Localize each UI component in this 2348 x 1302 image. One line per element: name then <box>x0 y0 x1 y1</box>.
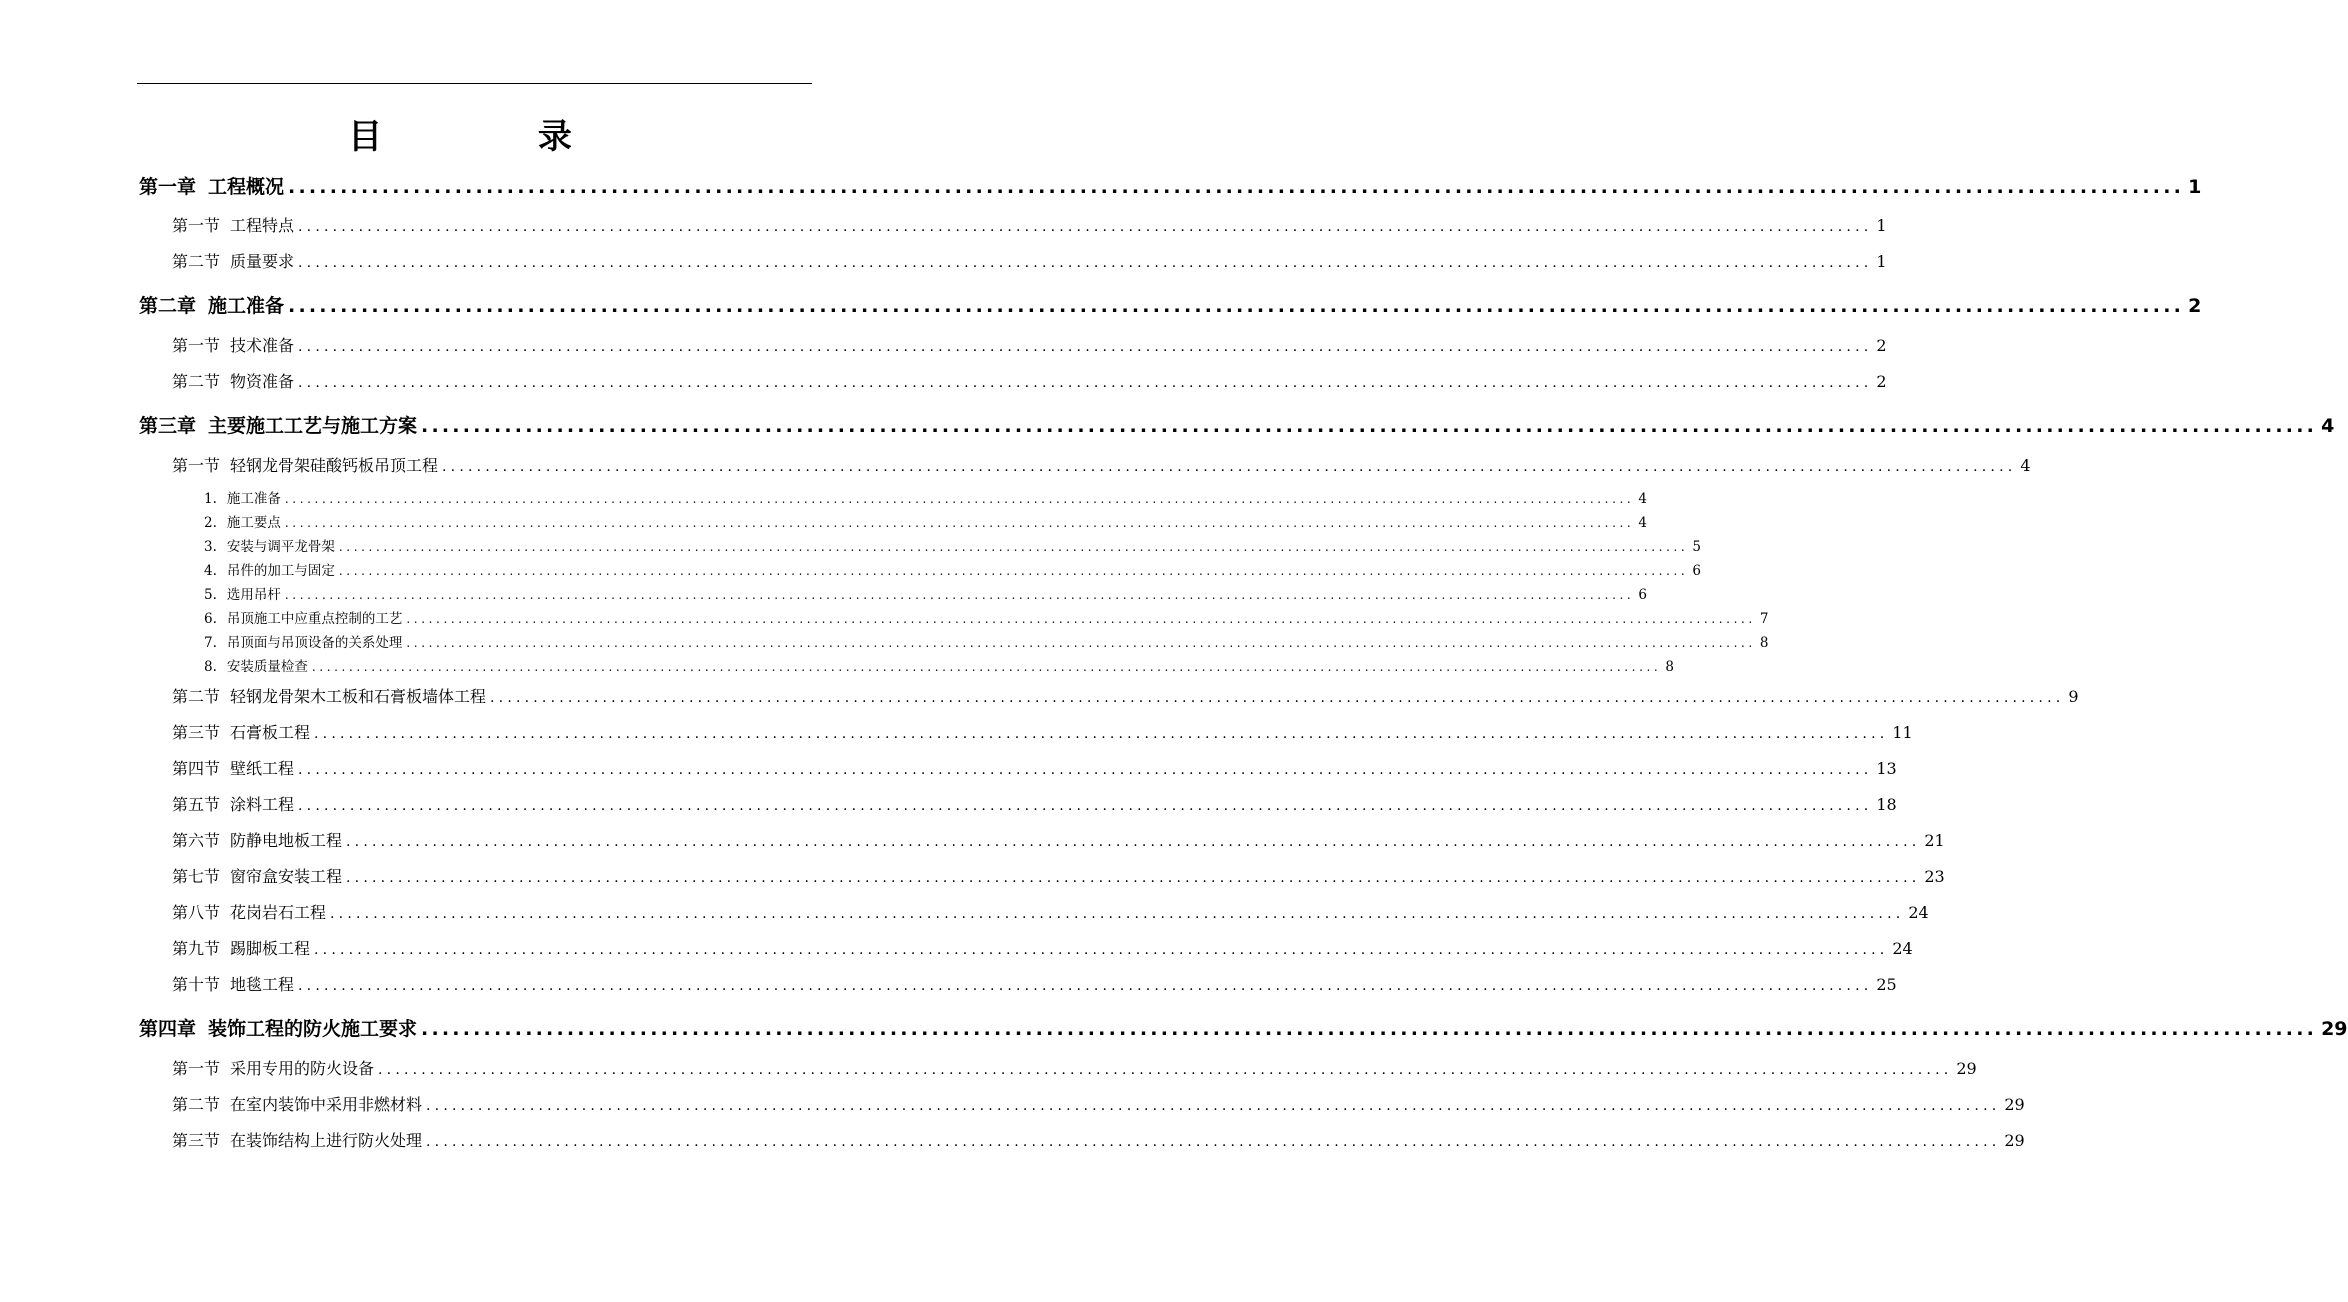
toc-page-number: 21 <box>1924 831 1945 850</box>
toc-page-number: 6 <box>1638 587 1647 603</box>
toc-entry-label <box>172 249 294 272</box>
toc-entry-text: 装饰工程的防火施工要求 <box>208 1018 418 1040</box>
toc-page-number: 24 <box>1892 939 1913 958</box>
toc-entry-text: 花岗岩石工程 <box>230 903 327 922</box>
toc-entry-number: 第一节 <box>172 216 221 235</box>
toc-entry-number: 第七节 <box>172 867 221 886</box>
toc-page-number: 2 <box>2188 295 2202 317</box>
toc-entry[interactable] <box>172 333 1887 356</box>
toc-entry[interactable] <box>204 631 1769 651</box>
toc-page-number: 4 <box>2020 456 2031 475</box>
toc-leader-dots: ...................................................................................................................................................................................... <box>314 726 1889 742</box>
toc-entry-text: 防静电地板工程 <box>230 831 343 850</box>
toc-leader-dots: ...................................................................................................................................................................................... <box>338 564 1689 578</box>
toc-entry-label <box>204 559 335 579</box>
toc-entry-label <box>172 756 294 779</box>
toc-entry[interactable] <box>204 583 1647 603</box>
toc-entry-label <box>172 828 342 851</box>
toc-entry-number: 7. <box>204 635 217 651</box>
toc-page-number: 1 <box>1876 252 1887 271</box>
toc-entry[interactable] <box>204 655 1674 675</box>
toc-entry-number: 第九节 <box>172 939 221 958</box>
toc-leader-dots: ...................................................................................................................................................................................... <box>406 612 1756 626</box>
toc-entry-text: 采用专用的防火设备 <box>230 1059 375 1078</box>
toc-entry-label <box>172 792 294 815</box>
toc-entry[interactable] <box>139 411 2335 438</box>
toc-entry-number: 第二节 <box>172 372 221 391</box>
toc-leader-dots: ...................................................................................................................................................................................... <box>490 690 2065 706</box>
toc-entry[interactable] <box>204 535 1701 555</box>
toc-page-number: 9 <box>2068 687 2079 706</box>
toc-entry-text: 地毯工程 <box>230 975 295 994</box>
toc-entry-number: 第一章 <box>139 176 197 198</box>
toc-entry-label <box>204 631 402 651</box>
toc-leader-dots: ...................................................................................................................................................................................... <box>284 516 1635 530</box>
toc-entry-text: 窗帘盒安装工程 <box>230 867 343 886</box>
toc-entry-label <box>204 607 402 627</box>
toc-entry-label <box>172 936 310 959</box>
toc-entry-label <box>172 684 486 707</box>
toc-entry[interactable] <box>172 864 1945 887</box>
toc-leader-dots: ...................................................................................................................................................................................... <box>298 375 1873 391</box>
toc-entry-text: 壁纸工程 <box>230 759 295 778</box>
toc-entry-label <box>204 535 335 555</box>
toc-entry-label <box>172 972 294 995</box>
toc-leader-dots: ...................................................................................................................................................................................... <box>442 459 2017 475</box>
toc-entry-number: 4. <box>204 563 217 579</box>
toc-leader-dots: ...................................................................................................................................................................................... <box>311 660 1662 674</box>
header-rule <box>137 83 812 84</box>
toc-leader-dots: ...................................................................................................................................................................................... <box>298 255 1873 271</box>
toc-entry-number: 第八节 <box>172 903 221 922</box>
toc-entry-text: 踢脚板工程 <box>230 939 311 958</box>
toc-page-number: 4 <box>1638 515 1647 531</box>
toc-leader-dots: ...................................................................................................................................................................................... <box>298 219 1873 235</box>
toc-page-number: 8 <box>1665 659 1674 675</box>
toc-entry-number: 第六节 <box>172 831 221 850</box>
toc-page-number: 29 <box>1956 1059 1977 1078</box>
toc-entry[interactable] <box>204 487 1647 507</box>
toc-entry-label <box>204 583 281 603</box>
toc-leader-dots: ...................................................................................................................................................................................... <box>314 942 1889 958</box>
toc-page-number: 24 <box>1908 903 1929 922</box>
toc-entry-number: 第一节 <box>172 1059 221 1078</box>
toc-entry[interactable] <box>172 720 1913 743</box>
toc-entry-text: 在室内装饰中采用非燃材料 <box>230 1095 423 1114</box>
toc-entry-label <box>172 1092 422 1115</box>
toc-leader-dots: ...................................................................................................................................................................................... <box>288 176 2185 198</box>
toc-entry-text: 安装与调平龙骨架 <box>226 539 335 555</box>
toc-leader-dots: ...................................................................................................................................................................................... <box>421 1018 2318 1040</box>
toc-entry-text: 工程概况 <box>208 176 285 198</box>
toc-entry-text: 技术准备 <box>230 336 295 355</box>
toc-leader-dots: ...................................................................................................................................................................................... <box>298 798 1873 814</box>
toc-leader-dots: ...................................................................................................................................................................................... <box>284 588 1635 602</box>
toc-page-number: 1 <box>2188 176 2202 198</box>
toc-page-number: 8 <box>1759 635 1769 651</box>
toc-entry-number: 第四章 <box>139 1018 197 1040</box>
toc-entry[interactable] <box>172 756 1897 779</box>
toc-entry-text: 物资准备 <box>230 372 295 391</box>
toc-entry[interactable] <box>139 291 2202 318</box>
toc-entry-number: 第二节 <box>172 252 221 271</box>
toc-entry-label <box>172 900 326 923</box>
toc-leader-dots: ...................................................................................................................................................................................... <box>298 339 1873 355</box>
toc-entry-number: 第三章 <box>139 415 197 437</box>
toc-entry[interactable] <box>172 972 1897 995</box>
toc-entry-label <box>139 1014 417 1041</box>
toc-entry-label <box>139 172 284 199</box>
toc-leader-dots: ...................................................................................................................................................................................... <box>346 870 1921 886</box>
toc-entry[interactable] <box>172 828 1945 851</box>
toc-leader-dots: ...................................................................................................................................................................................... <box>298 978 1873 994</box>
toc-entry[interactable] <box>204 511 1647 531</box>
toc-leader-dots: ...................................................................................................................................................................................... <box>284 492 1635 506</box>
toc-page-number: 18 <box>1876 795 1897 814</box>
toc-entry-number: 第三节 <box>172 1131 221 1150</box>
toc-page-number: 2 <box>1876 372 1887 391</box>
toc-entry-text: 在装饰结构上进行防火处理 <box>230 1131 423 1150</box>
toc-entry-label <box>204 655 308 675</box>
toc-entry-text: 施工要点 <box>226 515 281 531</box>
toc-entry-number: 3. <box>204 539 217 555</box>
toc-page-number: 4 <box>2321 415 2335 437</box>
toc-leader-dots: ...................................................................................................................................................................................... <box>426 1098 2001 1114</box>
toc-title: 目 录 <box>348 117 644 157</box>
toc-entry-text: 轻钢龙骨架木工板和石膏板墙体工程 <box>230 687 487 706</box>
toc-entry[interactable] <box>172 1092 2025 1115</box>
toc-entry-text: 主要施工工艺与施工方案 <box>208 415 418 437</box>
toc-entry-text: 吊顶面与吊顶设备的关系处理 <box>226 635 403 651</box>
toc-entry[interactable] <box>172 249 1887 272</box>
toc-leader-dots: ...................................................................................................................................................................................... <box>406 636 1756 650</box>
toc-entry-text: 工程特点 <box>230 216 295 235</box>
toc-entry-number: 第四节 <box>172 759 221 778</box>
toc-entry-number: 第三节 <box>172 723 221 742</box>
toc-entry-number: 第二节 <box>172 687 221 706</box>
toc-page-number: 13 <box>1876 759 1897 778</box>
toc-leader-dots: ...................................................................................................................................................................................... <box>378 1062 1953 1078</box>
toc-entry-text: 选用吊杆 <box>226 587 281 603</box>
toc-entry-number: 5. <box>204 587 217 603</box>
toc-page-number: 7 <box>1759 611 1769 627</box>
toc-entry[interactable] <box>172 900 1929 923</box>
toc-entry-label <box>172 720 310 743</box>
toc-entry-label <box>204 487 281 507</box>
toc-entry-text: 石膏板工程 <box>230 723 311 742</box>
toc-entry-text: 施工准备 <box>226 491 281 507</box>
toc-entry-number: 第二节 <box>172 1095 221 1114</box>
toc-page-number: 23 <box>1924 867 1945 886</box>
toc-entry-label <box>172 864 342 887</box>
toc-entry-label <box>172 333 294 356</box>
toc-leader-dots: ...................................................................................................................................................................................... <box>288 295 2185 317</box>
toc-entry-text: 涂料工程 <box>230 795 295 814</box>
toc-entry-number: 1. <box>204 491 217 507</box>
toc-entry[interactable] <box>204 559 1701 579</box>
toc-entry-label <box>172 1128 422 1151</box>
toc-entry[interactable] <box>172 684 2079 707</box>
toc-leader-dots: ...................................................................................................................................................................................... <box>298 762 1873 778</box>
toc-leader-dots: ...................................................................................................................................................................................... <box>421 415 2318 437</box>
toc-entry-number: 2. <box>204 515 217 531</box>
toc-entry-text: 质量要求 <box>230 252 295 271</box>
toc-entry[interactable] <box>172 369 1887 392</box>
toc-page-number: 29 <box>2004 1095 2025 1114</box>
toc-leader-dots: ...................................................................................................................................................................................... <box>426 1134 2001 1150</box>
toc-entry[interactable] <box>172 453 2031 476</box>
toc-entry[interactable] <box>172 936 1913 959</box>
toc-entry-text: 轻钢龙骨架硅酸钙板吊顶工程 <box>230 456 439 475</box>
toc-page-number: 1 <box>1876 216 1887 235</box>
toc-entry-text: 施工准备 <box>208 295 285 317</box>
toc-entry-label <box>172 453 438 476</box>
toc-entry[interactable] <box>172 1128 2025 1151</box>
toc-entry[interactable] <box>139 1014 2348 1041</box>
toc-page-number: 4 <box>1638 491 1647 507</box>
toc-page-number: 11 <box>1892 723 1913 742</box>
toc-entry-number: 第二章 <box>139 295 197 317</box>
toc-entry-number: 第一节 <box>172 336 221 355</box>
toc-entry-text: 安装质量检查 <box>226 659 308 675</box>
toc-entry-text: 吊件的加工与固定 <box>226 563 335 579</box>
toc-leader-dots: ...................................................................................................................................................................................... <box>330 906 1905 922</box>
toc-entry[interactable] <box>139 172 2202 199</box>
toc-leader-dots: ...................................................................................................................................................................................... <box>346 834 1921 850</box>
toc-entry-number: 第五节 <box>172 795 221 814</box>
toc-page-number: 2 <box>1876 336 1887 355</box>
toc-entry[interactable] <box>204 607 1769 627</box>
toc-entry-text: 吊顶施工中应重点控制的工艺 <box>226 611 403 627</box>
toc-page-number: 6 <box>1692 563 1701 579</box>
toc-entry-label <box>139 291 284 318</box>
toc-entry-label <box>172 1056 374 1079</box>
toc-entry[interactable] <box>172 792 1897 815</box>
toc-entry-number: 第十节 <box>172 975 221 994</box>
toc-entry[interactable] <box>172 1056 1977 1079</box>
toc-page-number: 5 <box>1692 539 1701 555</box>
toc-entry-label <box>172 369 294 392</box>
toc-leader-dots: ...................................................................................................................................................................................... <box>338 540 1689 554</box>
toc-page-number: 29 <box>2321 1018 2348 1040</box>
toc-entry-label <box>139 411 417 438</box>
toc-entry[interactable] <box>172 213 1887 236</box>
toc-entry-number: 6. <box>204 611 217 627</box>
toc-page-number: 25 <box>1876 975 1897 994</box>
toc-entry-label <box>204 511 281 531</box>
toc-entry-number: 8. <box>204 659 217 675</box>
toc-entry-label <box>172 213 294 236</box>
toc-entry-number: 第一节 <box>172 456 221 475</box>
toc-page-number: 29 <box>2004 1131 2025 1150</box>
